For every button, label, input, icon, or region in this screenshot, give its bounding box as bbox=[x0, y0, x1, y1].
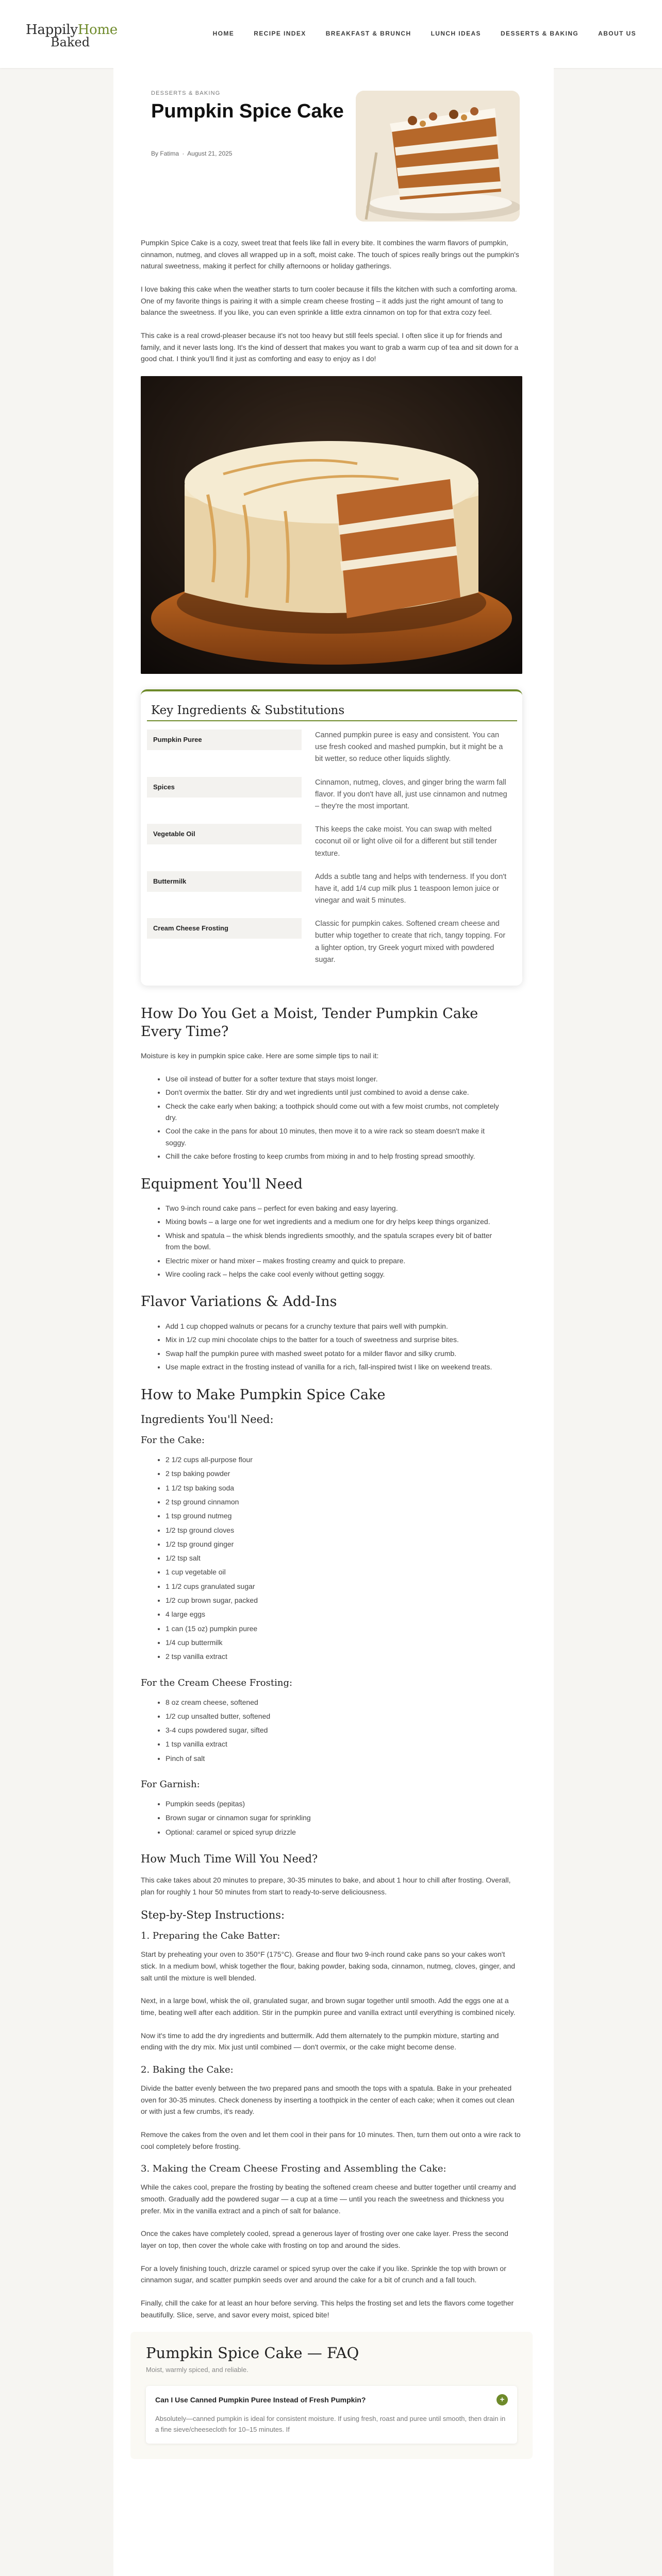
list-item: • 1/2 cup brown sugar, packed bbox=[166, 1594, 506, 1607]
key-ingredient-row bbox=[147, 777, 517, 813]
step-paragraph: Now it's time to add the dry ingredients and buttermilk. Add them alternately to the pumpkin mixture, starting and ending with the dry mix. Mix just until combined — don't overmix, or the cake might become dense. bbox=[141, 2031, 499, 2052]
time-heading: How Much Time Will You Need? bbox=[141, 1852, 318, 1865]
key-ingredient-desc: Canned pumpkin puree is easy and consistent. You can use fresh cooked and mashed pumpkin, but it might be a bit wetter, so reduce other liquids slightly. bbox=[315, 731, 503, 764]
intro-paragraph: Pumpkin Spice Cake is a cozy, sweet treat that feels like fall in every bite. It combines the warm flavors of pumpkin, cinnamon, nutmeg, and cloves all wrapped up in a soft, moist cake. The touch of spices really brings out the pumpkin's natural sweetness, making it perfect for chilly afternoons or holiday gatherings. bbox=[141, 239, 519, 270]
key-ingredient-name: Vegetable Oil bbox=[147, 824, 302, 844]
nav-breakfast-brunch[interactable]: BREAKFAST & BRUNCH bbox=[325, 30, 411, 37]
key-ingredients-box bbox=[141, 689, 522, 986]
list-item: • 1 cup vegetable oil bbox=[166, 1565, 506, 1579]
main-nav bbox=[213, 30, 636, 37]
key-ingredient-row bbox=[147, 824, 517, 860]
moist-heading: How Do You Get a Moist, Tender Pumpkin Cake Every Time? bbox=[141, 1006, 478, 1040]
logo-text-2: Baked bbox=[51, 35, 90, 49]
faq-answer: Absolutely—canned pumpkin is ideal for consistent moisture. If using fresh, roast and puree until smooth, then drain in a fine sieve/cheesecloth for 10–15 minutes. If bbox=[155, 2415, 506, 2434]
step-paragraph: Remove the cakes from the oven and let them cool in their pans for 10 minutes. Then, turn them out onto a wire rack to cool completely before frosting. bbox=[141, 2130, 521, 2150]
list-item: • Pumpkin seeds (pepitas) bbox=[166, 1797, 506, 1811]
expand-icon[interactable]: + bbox=[496, 2394, 508, 2405]
variations-list bbox=[166, 1320, 506, 1373]
list-item: • 1/4 cup buttermilk bbox=[166, 1636, 506, 1650]
list-item: • Mix in 1/2 cup mini chocolate chips to the batter for a touch of sweetness and surprise bites. bbox=[166, 1334, 506, 1345]
list-item: • Optional: caramel or spiced syrup drizzle bbox=[166, 1825, 506, 1839]
moist-tips-list bbox=[166, 1073, 506, 1162]
step-paragraph: Next, in a large bowl, whisk the oil, granulated sugar, and brown sugar together until smooth. Add the eggs one at a time, beating well after each addition. Stir in the pumpkin puree and vanilla extract until everything is combined nicely. bbox=[141, 1996, 516, 2016]
faq-item[interactable] bbox=[146, 2386, 517, 2444]
frosting-ingredients-heading: For the Cream Cheese Frosting: bbox=[141, 1677, 293, 1688]
list-item: • Swap half the pumpkin puree with mashed sweet potato for a milder flavor and silky crumb. bbox=[166, 1348, 506, 1359]
site-header bbox=[0, 0, 662, 68]
list-item: • Use maple extract in the frosting instead of vanilla for a rich, fall-inspired twist I like on weekend treats. bbox=[166, 1361, 506, 1372]
ingredients-heading: Ingredients You'll Need: bbox=[141, 1413, 274, 1426]
list-item: • 2 tsp vanilla extract bbox=[166, 1650, 506, 1664]
how-to-heading: How to Make Pumpkin Spice Cake bbox=[141, 1386, 386, 1403]
list-item: • Check the cake early when baking; a toothpick should come out with a few moist crumbs, not completely dry. bbox=[166, 1100, 506, 1124]
site-logo[interactable] bbox=[26, 24, 118, 48]
list-item: • Cool the cake in the pans for about 10 minutes, then move it to a wire rack so steam doesn't make it soggy. bbox=[166, 1125, 506, 1148]
list-item: • 1/2 tsp ground cloves bbox=[166, 1523, 506, 1537]
key-ingredient-row bbox=[147, 730, 517, 766]
hero-image bbox=[356, 91, 520, 222]
list-item: • 2 1/2 cups all-purpose flour bbox=[166, 1453, 506, 1467]
key-ingredient-name: Pumpkin Puree bbox=[147, 730, 302, 750]
list-item: • Pinch of salt bbox=[166, 1752, 506, 1766]
byline: By Fatima · August 21, 2025 bbox=[151, 150, 233, 157]
key-ingredient-desc: Cinnamon, nutmeg, cloves, and ginger bring the warm fall flavor. If you don't have all, just use cinnamon and nutmeg – they're the most important. bbox=[315, 778, 507, 810]
post-date: August 21, 2025 bbox=[187, 150, 233, 157]
list-item: • 1/2 cup unsalted butter, softened bbox=[166, 1709, 506, 1723]
step-paragraph: While the cakes cool, prepare the frosting by beating the softened cream cheese and butter together until creamy and smooth. Gradually add the powdered sugar — a cup at a time — until you reach the sweetness and thickness you prefer. Mix in the vanilla extract and a pinch of salt for balance. bbox=[141, 2183, 516, 2215]
list-item: • 1 can (15 oz) pumpkin puree bbox=[166, 1622, 506, 1636]
article bbox=[113, 68, 554, 2576]
list-item: • Chill the cake before frosting to keep crumbs from mixing in and to help frosting spread smoothly. bbox=[166, 1150, 506, 1162]
cake-ingredients-list bbox=[166, 1453, 506, 1664]
step-paragraph: Finally, chill the cake for at least an hour before serving. This helps the frosting set and lets the flavors come together beautifully. Slice, serve, and savor every moist, spiced bite! bbox=[141, 2299, 514, 2319]
list-item: • 1 tsp ground nutmeg bbox=[166, 1509, 506, 1523]
list-item: • Two 9-inch round cake pans – perfect for even baking and easy layering. bbox=[166, 1202, 506, 1214]
list-item: • 4 large eggs bbox=[166, 1607, 506, 1621]
step-paragraph: Divide the batter evenly between the two prepared pans and smooth the tops with a spatula. Bake in your preheated oven for 30-35 minutes. Check doneness by inserting a toothpick in the center of each cake; when it comes out clean or with just a few crumbs, it's ready. bbox=[141, 2083, 515, 2116]
faq-subtitle: Moist, warmly spiced, and reliable. bbox=[146, 2366, 249, 2374]
step-heading: 2. Baking the Cake: bbox=[141, 2064, 234, 2075]
list-item: • 1/2 tsp ground ginger bbox=[166, 1537, 506, 1551]
list-item: • Add 1 cup chopped walnuts or pecans for a crunchy texture that pairs well with pumpkin. bbox=[166, 1320, 506, 1332]
time-text: This cake takes about 20 minutes to prepare, 30-35 minutes to bake, and about 1 hour to chill after frosting. Overall, plan for roughly 1 hour 50 minutes from start to ready-to-serve deliciousness. bbox=[141, 1875, 511, 1896]
key-ingredient-name: Cream Cheese Frosting bbox=[147, 918, 302, 939]
key-ingredient-desc: This keeps the cake moist. You can swap with melted coconut oil or light olive oil for a different but still tender texture. bbox=[315, 825, 497, 858]
list-item: • Mixing bowls – a large one for wet ingredients and a medium one for dry helps keep things organized. bbox=[166, 1216, 506, 1227]
list-item: • 1 tsp vanilla extract bbox=[166, 1737, 506, 1751]
list-item: • Don't overmix the batter. Stir dry and wet ingredients until just combined to avoid a dense cake. bbox=[166, 1087, 506, 1098]
garnish-heading: For Garnish: bbox=[141, 1779, 200, 1790]
step-paragraph: For a lovely finishing touch, drizzle caramel or spiced syrup over the cake if you like. Sprinkle the top with brown or cinnamon sugar, and scatter pumpkin seeds over and around the cake for a bit of crunch and a fall touch. bbox=[141, 2264, 506, 2284]
list-item: • 1 1/2 tsp baking soda bbox=[166, 1481, 506, 1495]
key-ingredient-row bbox=[147, 918, 517, 966]
nav-lunch-ideas[interactable]: LUNCH IDEAS bbox=[431, 30, 481, 37]
list-item: • Brown sugar or cinnamon sugar for sprinkling bbox=[166, 1811, 506, 1825]
step-heading: 1. Preparing the Cake Batter: bbox=[141, 1930, 280, 1942]
cake-ingredients-heading: For the Cake: bbox=[141, 1435, 205, 1446]
list-item: • Wire cooling rack – helps the cake cool evenly without getting soggy. bbox=[166, 1268, 506, 1280]
faq-question[interactable]: Can I Use Canned Pumpkin Puree Instead of Fresh Pumpkin? bbox=[155, 2396, 366, 2404]
list-item: • 1/2 tsp salt bbox=[166, 1551, 506, 1565]
frosting-ingredients-list bbox=[166, 1696, 506, 1766]
article-hero bbox=[141, 68, 526, 223]
list-item: • Use oil instead of butter for a softer texture that stays moist longer. bbox=[166, 1073, 506, 1084]
key-ingredient-name: Buttermilk bbox=[147, 871, 302, 892]
category-link[interactable]: DESSERTS & BAKING bbox=[151, 90, 221, 96]
key-ingredients-title: Key Ingredients & Substitutions bbox=[147, 701, 517, 721]
step-heading: 3. Making the Cream Cheese Frosting and Assembling the Cake: bbox=[141, 2163, 446, 2175]
nav-home[interactable]: HOME bbox=[212, 30, 235, 37]
author-link[interactable]: Fatima bbox=[160, 150, 179, 157]
nav-recipe-index[interactable]: RECIPE INDEX bbox=[254, 30, 306, 37]
steps-heading: Step-by-Step Instructions: bbox=[141, 1909, 285, 1922]
key-ingredient-desc: Adds a subtle tang and helps with tenderness. If you don't have it, add 1/4 cup milk plus 1 teaspoon lemon juice or vinegar and wait 5 minutes. bbox=[315, 872, 507, 905]
list-item: • 8 oz cream cheese, softened bbox=[166, 1696, 506, 1709]
key-ingredient-desc: Classic for pumpkin cakes. Softened cream cheese and butter whip together to create that rich, tangy topping. For a lighter option, try Greek yogurt mixed with powdered sugar. bbox=[315, 920, 506, 964]
nav-about-us[interactable]: ABOUT US bbox=[598, 30, 636, 37]
step-paragraph: Once the cakes have completely cooled, spread a generous layer of frosting over one cake layer. Press the second layer on top, then cover the whole cake with frosting on top and around the sides. bbox=[141, 2229, 508, 2250]
list-item: • 1 1/2 cups granulated sugar bbox=[166, 1580, 506, 1594]
intro-paragraph: I love baking this cake when the weather starts to turn cooler because it fills the kitchen with such a comforting aroma. One of my favorite things is pairing it with a simple cream cheese frosting – it adds just the right amount of tang to balance the sweetness. If you like, you can even sprinkle a little extra cinnamon on top for that extra cozy feel. bbox=[141, 285, 517, 317]
list-item: • 2 tsp baking powder bbox=[166, 1467, 506, 1481]
step-paragraph: Start by preheating your oven to 350°F (175°C). Grease and flour two 9-inch round cake pans so your cakes won't stick. In a medium bowl, whisk together the flour, baking powder, baking soda, cinnamon, nutmeg, cloves, ginger, and salt until the mixture is well blended. bbox=[141, 1950, 516, 1982]
variations-heading: Flavor Variations & Add-Ins bbox=[141, 1294, 337, 1310]
list-item: • Whisk and spatula – the whisk blends ingredients smoothly, and the spatula scrapes every bit of batter from the bowl. bbox=[166, 1230, 506, 1253]
equipment-heading: Equipment You'll Need bbox=[141, 1176, 303, 1192]
list-item: • Electric mixer or hand mixer – makes frosting creamy and quick to prepare. bbox=[166, 1255, 506, 1266]
key-ingredient-name: Spices bbox=[147, 777, 302, 798]
list-item: • 2 tsp ground cinnamon bbox=[166, 1495, 506, 1509]
byline-prefix: By bbox=[151, 150, 159, 157]
key-ingredient-row bbox=[147, 871, 517, 907]
equipment-list bbox=[166, 1202, 506, 1280]
garnish-list bbox=[166, 1797, 506, 1839]
faq-section bbox=[130, 2332, 533, 2459]
faq-title: Pumpkin Spice Cake — FAQ bbox=[146, 2344, 359, 2362]
logo-text-accent: Home bbox=[77, 22, 118, 38]
page-title: Pumpkin Spice Cake bbox=[151, 100, 344, 122]
logo-text-1: Happily bbox=[26, 22, 78, 38]
main-cake-photo bbox=[141, 376, 522, 674]
list-item: • 3-4 cups powdered sugar, sifted bbox=[166, 1723, 506, 1737]
moist-intro: Moisture is key in pumpkin spice cake. Here are some simple tips to nail it: bbox=[141, 1052, 379, 1060]
intro-paragraph: This cake is a real crowd-pleaser because it's not too heavy but still feels special. I often slice it up for friends and family, and it never lasts long. It's the kind of dessert that makes you want to grab a warm cup of tea and sit down for a good chat. I think you'll find it just as comforting and easy to enjoy as I do! bbox=[141, 331, 519, 363]
nav-desserts-baking[interactable]: DESSERTS & BAKING bbox=[500, 30, 579, 37]
